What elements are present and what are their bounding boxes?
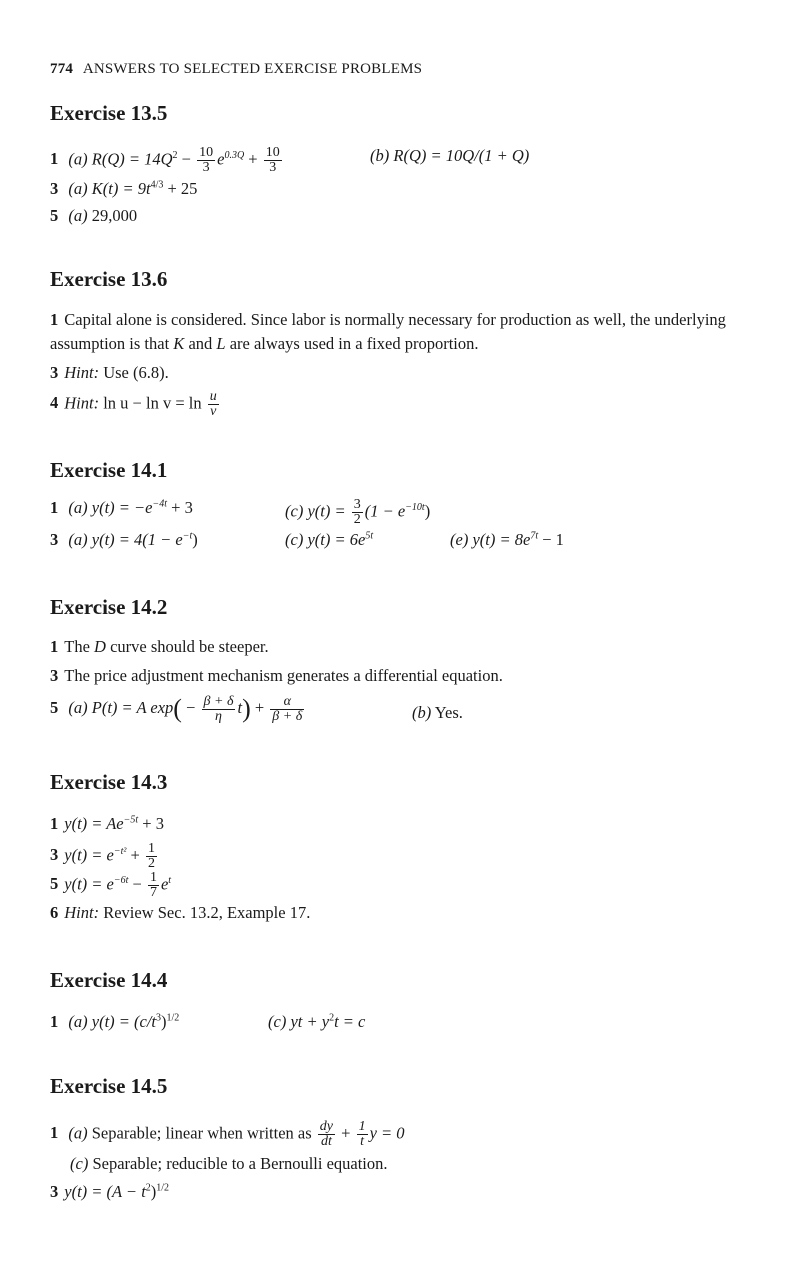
numerator: β + δ [203, 693, 234, 709]
answer-13-5-1b [370, 146, 529, 166]
expression: ) [161, 1012, 167, 1031]
answer-14-3-3 [50, 842, 159, 871]
part-label: (a) [68, 149, 88, 169]
operator: − [128, 874, 146, 894]
part-label: (a) [68, 530, 88, 549]
part-label: (b) [370, 146, 390, 165]
text: Capital alone is considered. Since labor is normally necessary for production as well, the underlying assumption is that [50, 310, 726, 353]
answer-14-2-1 [50, 637, 269, 657]
variable: D [94, 637, 106, 656]
answer-14-5-1c [70, 1154, 388, 1174]
section-title-13-6: Exercise 13.6 [50, 267, 168, 291]
variable: t [237, 697, 243, 717]
hint-label: Hint: [64, 393, 100, 413]
part-label: (a) [68, 206, 88, 225]
answer-number: 1 [50, 814, 59, 833]
part-label: (a) [68, 697, 88, 717]
text: and [184, 334, 217, 353]
answer-14-3-1 [50, 814, 164, 834]
answer-number: 1 [50, 1012, 59, 1031]
denominator: v [210, 404, 217, 419]
text: Use (6.8). [99, 363, 169, 382]
text: Yes. [434, 703, 463, 722]
answer-14-1-3a [50, 530, 198, 550]
answer-14-2-3 [50, 666, 503, 686]
fraction [202, 695, 236, 724]
expression: R(Q) = 14Q [91, 149, 173, 169]
exponent: 2 [172, 149, 178, 161]
expression-rest: + 3 [138, 814, 164, 833]
denominator: 2 [353, 512, 361, 527]
expression: y(t) = 8e [472, 530, 531, 549]
numerator: 1 [147, 841, 155, 856]
answer-number: 5 [50, 206, 59, 225]
operator: + [250, 697, 269, 717]
text: The [64, 637, 95, 656]
answer-14-5-1a [50, 1120, 405, 1149]
expression-rest: t = c [334, 1012, 366, 1031]
text: ln u − ln v = ln [99, 393, 206, 413]
part-label: (c) [268, 1012, 287, 1031]
part-label: (e) [450, 530, 469, 549]
expression: y(t) = −e [91, 498, 153, 517]
answer-14-3-5 [50, 871, 171, 900]
answer-number: 5 [50, 697, 59, 717]
expression-rest: y = 0 [369, 1123, 405, 1143]
numerator: 10 [199, 145, 214, 160]
numerator: α [270, 695, 304, 710]
denominator: dt [320, 1134, 332, 1149]
denominator: 7 [149, 885, 157, 900]
fraction [352, 498, 363, 527]
exponent: −t² [113, 845, 127, 857]
expression: e [160, 874, 169, 894]
right-paren: ) [242, 694, 251, 723]
fraction [197, 146, 215, 175]
section-title-14-5: Exercise 14.5 [50, 1074, 168, 1098]
exponent: 7t [530, 530, 539, 542]
denominator: η [215, 708, 222, 724]
exponent: 3 [156, 1012, 162, 1024]
fraction [270, 695, 304, 724]
numerator: 1 [358, 1119, 366, 1134]
operator: + [126, 845, 144, 865]
numerator: 3 [353, 497, 361, 512]
exponent: 2 [329, 1012, 335, 1024]
answer-13-5-5 [50, 206, 137, 226]
answer-13-5-1 [50, 146, 284, 175]
expression: R(Q) = 10Q/(1 + Q) [393, 146, 530, 165]
expression-rest: + 3 [167, 498, 193, 517]
answer-number: 4 [50, 393, 59, 413]
answer-number: 3 [50, 845, 59, 865]
exponent: 1/2 [156, 1182, 170, 1194]
answer-number: 3 [50, 1182, 59, 1201]
answer-number: 1 [50, 149, 59, 169]
answer-number: 1 [50, 310, 59, 329]
answer-number: 6 [50, 903, 59, 922]
text: Separable; reducible to a Bernoulli equation. [92, 1154, 388, 1173]
denominator: 3 [269, 160, 277, 175]
expression-rest: − 1 [538, 530, 564, 549]
left-paren: ( [173, 694, 182, 723]
numerator: dy [319, 1119, 334, 1134]
fraction [146, 842, 157, 871]
expression: y(t) = [307, 501, 350, 521]
section-title-14-3: Exercise 14.3 [50, 770, 168, 794]
denominator: t [360, 1134, 365, 1149]
part-label: (a) [68, 179, 88, 198]
part-label: (a) [68, 498, 88, 517]
hint-label: Hint: [64, 363, 100, 382]
part-label: (b) [412, 703, 432, 722]
exponent: −4t [152, 498, 168, 510]
fraction [208, 390, 219, 419]
part-label: (c) [285, 501, 304, 521]
answer-13-6-1 [50, 308, 750, 356]
fraction [318, 1120, 335, 1149]
expression-rest: ) [192, 530, 198, 549]
section-title-14-1: Exercise 14.1 [50, 458, 168, 482]
running-title: ANSWERS TO SELECTED EXERCISE PROBLEMS [82, 61, 423, 77]
part-label: (c) [285, 530, 304, 549]
value: 29,000 [91, 206, 138, 225]
expression: y(t) = (c/t [91, 1012, 157, 1031]
answer-14-2-5: 5 (a) P(t) = A exp( − $\frac{\beta + \delta}{\eta}$ t) + $\frac{\alpha}{\beta + \delta}$ [50, 693, 303, 724]
exponent: 0.3Q [224, 149, 245, 161]
text: The price adjustment mechanism generates a differential equation. [64, 666, 503, 685]
page-number: 774 [50, 61, 74, 77]
expression: y(t) = 4(1 − e [91, 530, 183, 549]
answer-number: 1 [50, 498, 59, 517]
expression: (1 − e [364, 501, 406, 521]
denominator: 3 [202, 160, 210, 175]
answer-14-4-1a [50, 1012, 179, 1032]
part-label: (c) [70, 1154, 89, 1173]
fraction [148, 871, 159, 900]
text: Separable; linear when written as [91, 1123, 316, 1143]
exponent: 4/3 [150, 179, 164, 191]
exponent: −t [182, 530, 193, 542]
answer-13-5-3 [50, 179, 197, 199]
expression: y(t) = 6e [307, 530, 366, 549]
answer-14-1-1c [285, 498, 430, 527]
exponent: 1/2 [166, 1012, 180, 1024]
answer-number: 3 [50, 179, 59, 198]
hint-label: Hint: [64, 903, 100, 922]
fraction [357, 1120, 368, 1149]
answer-13-6-4 [50, 390, 221, 419]
denominator: β + δ [272, 708, 303, 724]
answer-13-6-3 [50, 363, 169, 383]
expression: P(t) = A exp [91, 697, 174, 717]
expression-rest: + 25 [163, 179, 198, 198]
expression: y(t) = (A − t [64, 1182, 146, 1201]
expression: ) [150, 1182, 157, 1201]
exponent: −10t [405, 501, 425, 513]
operator: + [337, 1123, 355, 1143]
answer-14-3-6 [50, 903, 310, 923]
answer-number: 1 [50, 1123, 59, 1143]
answer-number: 3 [50, 530, 59, 549]
expression: e [217, 149, 225, 169]
answer-number: 3 [50, 666, 59, 685]
text: are always used in a fixed proportion. [225, 334, 479, 353]
answer-14-1-3e [450, 530, 564, 550]
denominator: 2 [147, 856, 155, 871]
exponent: 5t [365, 530, 374, 542]
exponent: −5t [123, 814, 139, 826]
expression: K(t) = 9t [91, 179, 151, 198]
part-label: (a) [68, 1123, 88, 1143]
answer-14-4-1c [268, 1012, 365, 1032]
answer-14-2-5b [412, 703, 463, 723]
expression: y(t) = Ae [64, 814, 124, 833]
exponent: −6t [113, 874, 129, 886]
expression-rest: ) [424, 501, 431, 521]
section-title-14-2: Exercise 14.2 [50, 595, 168, 619]
answer-14-1-3c [285, 530, 373, 550]
expression: y(t) = e [64, 874, 114, 894]
text: curve should be steeper. [105, 637, 269, 656]
answer-number: 5 [50, 874, 59, 894]
exponent: 2 [145, 1182, 151, 1194]
expression: yt + y [290, 1012, 330, 1031]
expression: y(t) = e [64, 845, 114, 865]
numerator: u [209, 389, 217, 404]
numerator: 10 [265, 145, 280, 160]
variable: K [173, 334, 185, 353]
variable: L [216, 334, 226, 353]
exponent: t [168, 874, 172, 886]
answer-number: 1 [50, 637, 59, 656]
section-title-14-4: Exercise 14.4 [50, 968, 168, 992]
section-title-13-5: Exercise 13.5 [50, 101, 168, 125]
text: Review Sec. 13.2, Example 17. [99, 903, 311, 922]
fraction [264, 146, 282, 175]
numerator: 1 [149, 870, 157, 885]
operator: − [177, 149, 196, 169]
operator: + [244, 149, 262, 169]
answer-number: 3 [50, 363, 59, 382]
answer-14-1-1a [50, 498, 193, 518]
page-header [50, 61, 422, 78]
answer-14-5-3 [50, 1182, 169, 1202]
part-label: (a) [68, 1012, 88, 1031]
